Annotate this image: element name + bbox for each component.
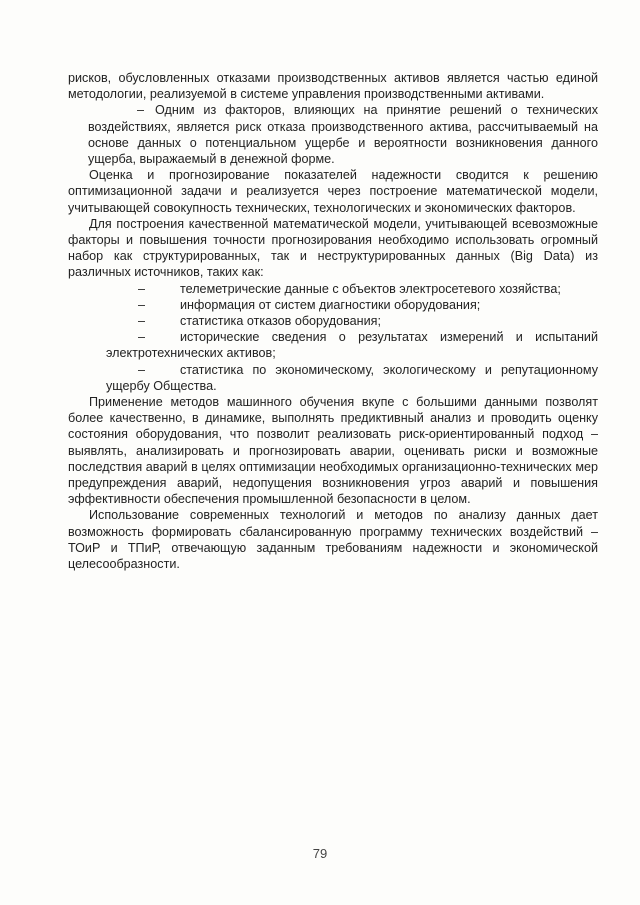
list-item: – Одним из факторов, влияющих на принятие решений о технических воздействиях, является риск отказа производственного актива, рассчитываемый на основе данных о потенциальном ущербе и вероятности возникновения данного ущерба, выражаемый в денежной форме. (88, 103, 598, 167)
list-item: – статистика по экономическому, экологическому и репутационному ущербу Общества. (106, 362, 598, 393)
paragraph: Для построения качественной математической модели, учитывающей всевозможные факторы и повышения точности прогнозирования необходимо использовать огромный набор как структурированных, так и неструктурированных данных (Big Data) из различных источников, таких как: (68, 216, 598, 280)
list-item: – телеметрические данные с объектов электросетевого хозяйства; (138, 281, 561, 296)
body-text (68, 70, 598, 572)
dash-marker: – (137, 103, 145, 118)
dash-marker: – (138, 362, 146, 377)
dash-marker: – (138, 281, 146, 296)
page-number: 79 (312, 846, 328, 861)
paragraph-continued: рисков, обусловленных отказами производственных активов является частью единой методологии, реализуемой в системе управления производственными активами. (68, 71, 598, 102)
paragraph: Оценка и прогнозирование показателей надежности сводится к решению оптимизационной задачи и реализуется через построение математической модели, учитывающей совокупность технических, технологических и экономических факторов. (68, 168, 598, 215)
list-item: – статистика отказов оборудования; (138, 314, 381, 329)
dash-marker: – (138, 297, 146, 312)
paragraph: Использование современных технологий и методов по анализу данных дает возможность формировать сбалансированную программу технических воздействий – ТОиР и ТПиР, отвечающую заданным требованиям надежности и экономической целесообразности. (68, 508, 598, 572)
list-item: – информация от систем диагностики оборудования; (138, 297, 481, 312)
paragraph: Применение методов машинного обучения вкупе с большими данными позволят более качественно, в динамике, выполнять предиктивный анализ и проводить оценку состояния оборудования, что позволит реализовать риск-ориентированный подход – выявлять, анализировать и прогнозировать аварии, оценивать риски и возможные последствия аварий в целях оптимизации необходимых организационно-технических мер предупреждения аварий, недопущения возникновения угроз аварий и повышения эффективности обеспечения промышленной безопасности в целом. (68, 395, 598, 507)
dash-marker: – (138, 330, 146, 345)
list-item: – исторические сведения о результатах измерений и испытаний электротехнических активов; (106, 330, 598, 361)
dash-marker: – (138, 314, 146, 329)
